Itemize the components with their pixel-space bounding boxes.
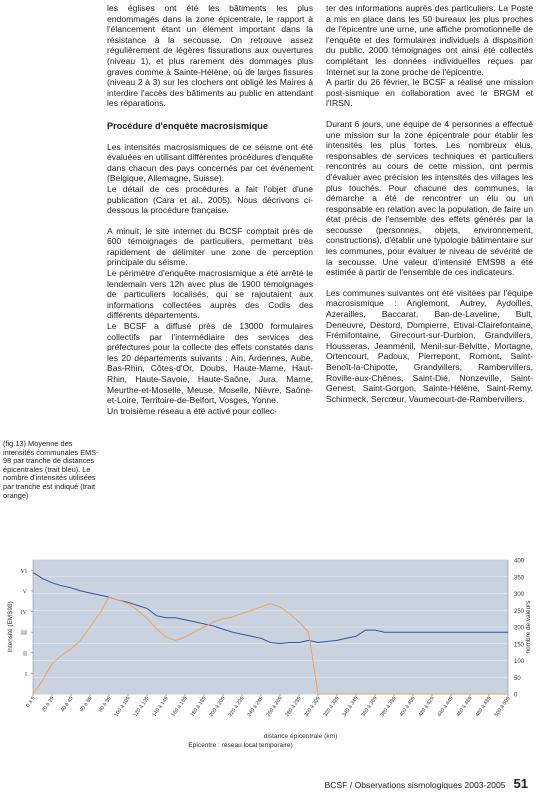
x-tick-label: 280 à 289 (284, 695, 303, 719)
left-tick-label: I (25, 671, 27, 678)
x-tick-label: 80 à 89 (97, 695, 113, 714)
left-tick-label: VI (20, 568, 27, 575)
x-tick-label: 300 à 309 (303, 695, 322, 719)
page-number: 51 (513, 776, 528, 791)
right-tick-label: 0 (514, 692, 518, 699)
right-paragraph-3: Durant 6 jours, une équipe de 4 personnes a effectué une mission sur la zone épicentrale pour établir les intensités les plus fortes. Les nombreux élus, responsables de services techniques et particuliers rencontrés au cours de cette mission, ont permis d'évaluer avec précision les intensités des villages les plus touchés. Pour chacune des communes, la démarche a été de rencontrer un élu ou un responsable en relation avec la population, de faire un état précis de l'ensemble des effets générés par la secousse (personnes, objets, environnement, constructions), d'établir une typologie bâtimentaire sur les communes, pour évaluer le niveau de sévérité de la secousse. Une valeur d'intensité EMS98 a été estimée à partir de l'ensemble de ces indicateurs. (326, 118, 533, 278)
x-tick-label: 460 à 469 (455, 695, 474, 719)
left-paragraph-6: Le BCSF a diffusé près de 13000 formulaires collectifs par l'intermédiaire des services des préfectures pour la collecte des effets constatés dans les 20 départements suivants : Ain, Ardennes, Aube, Bas-Rhin, Côtes-d'Or, Doubs, Haute-Marne, Haut-Rhin, Haute-Savoie, Haute-Saône, Jura, Marne, Meurthe-et-Moselle, Meuse, Moselle, Nièvre, Saône-et-Loire, Territoire-de-Belfort, Vosges, Yonne. (107, 321, 313, 406)
right-tick-label: 250 (514, 608, 525, 615)
x-tick-label: 200 à 209 (208, 695, 227, 719)
left-paragraph-5: Le périmètre d'enquête macrosismique a été arrêté le lendemain vers 12h avec plus de 1900 témoignages de particuliers localisés, qui se rajoutaient aux informations collectées auprès des Codis des différents départements. (107, 268, 313, 321)
x-tick-label: 360 à 369 (360, 695, 379, 719)
x-tick-label: 240 à 249 (246, 695, 265, 719)
x-tick-label: 400 à 409 (398, 695, 417, 719)
x-tick-label: 140 à 149 (151, 695, 170, 719)
x-tick-label: 380 à 389 (379, 695, 398, 719)
right-column (326, 3, 533, 404)
left-tick-label: II (23, 651, 27, 658)
intensity-distance-chart (0, 552, 540, 752)
right-tick-label: 400 (514, 558, 525, 565)
x-tick-label: 40 à 49 (59, 695, 75, 714)
figure-caption: (fig.13) Moyenne des intensités communales EMS-98 par tranche de distances épicentrales (trait bleu). Le nombre d'intensités utilisées par tranche est indiqué (trait orange) (3, 439, 99, 500)
x-tick-label: 20 à 29 (40, 695, 56, 714)
x-tick-label: 420 à 429 (417, 695, 436, 719)
left-tick-label: IV (20, 610, 27, 617)
chart-subtitle: Epicentre : réseau local temporaire) (188, 742, 293, 749)
right-tick-label: 300 (514, 592, 525, 598)
x-tick-label: 60 à 69 (78, 695, 94, 714)
right-paragraph-2: A partir du 26 février, le BCSF a réalisé une mission post-sismique en collaboration avec le BRGM et l'IRSN. (326, 77, 533, 109)
left-tick-label: V (22, 589, 27, 596)
right-tick-label: 50 (514, 675, 521, 682)
right-axis-title: nombre de valeurs (525, 600, 532, 654)
right-tick-label: 150 (514, 642, 525, 649)
right-tick-label: 350 (514, 575, 525, 582)
x-tick-label: 440 à 449 (436, 695, 455, 719)
left-paragraph-1: les églises ont été les bâtiments les plus endommagés dans la zone épicentrale, le rapport à l'élancement étant un élément important dans la résistance à la secousse. On retrouve assez régulièrement de légères fissurations aux ouvertures (niveau 1), et plus rarement des dommages plus graves comme à Sainte-Hélène, où de larges fissures (niveau 2 à 3) sur les clochers ont obligé les Maires à interdire l'accès des bâtiments au public en attendant les réparations. (107, 3, 313, 109)
x-tick-label: 0 à 9 (25, 695, 37, 709)
left-column (107, 3, 313, 416)
right-tick-label: 100 (514, 659, 525, 665)
footer-text: BCSF / Observations sismologiques 2003-2005 (324, 780, 506, 790)
right-paragraph-1: ter des informations auprès des particuliers. La Poste a mis en place dans les 50 bureaux les plus proches de l'épicentre une urne, une affiche promotionnelle de l'enquête et des formulaires individuels à disposition du public. 2000 témoignages ont ainsi été collectés complétant les données individuelles reçues par Internet sur la zone proche de l'épicentre. (326, 3, 533, 77)
right-paragraph-4: Les communes suivantes ont été visitées par l'équipe macrosismique : Anglemont, Autrey, Aydoilles, Azerailles, Baccarat, Ban-de-Laveline, Bult, Deneuvre, Destord, Dompierre, Etival-Clairefontaine, Frémifontaine, Girecourt-sur-Durbion, Grandvillers, Housseras, Jeanménil, Menil-sur-Belvitte, Mortagne, Ortencourt, Padoux, Pierrepont, Romont, Saint-Benoît-la-Chipotte, Grandvillers, Rambervillers, Roville-aux-Chênes, Saint-Dié, Nonzeville, Saint-Genest, Saint-Gorgon, Sainte-Hélène, Saint-Remy, Schirmeck, Sercœur, Vaumecourt-de-Rambervillers. (326, 287, 533, 404)
x-tick-label: 120 à 129 (132, 695, 151, 719)
left-axis-title: Intensité (EMS98) (7, 601, 14, 653)
x-tick-label: 480 à 489 (474, 695, 493, 719)
x-tick-label: 100 à 109 (113, 695, 132, 719)
x-tick-label: 500 à 509 (493, 695, 512, 719)
left-paragraph-7: Un troisième réseau a été activé pour collec- (107, 405, 278, 416)
x-tick-label: 220 à 229 (227, 695, 246, 719)
section-heading: Procédure d'enquête macrosismique (107, 120, 268, 131)
page-footer (324, 776, 528, 791)
left-paragraph-3: Le détail de ces procédures a fait l'objet d'une publication (Cara et al., 2005). Nous décrivons ci-dessous la procédure française. (107, 183, 313, 216)
right-tick-label: 200 (514, 625, 525, 632)
left-paragraph-4: A minuit, le site internet du BCSF comptait près de 600 témoignages de particuliers, permettant très rapidement de délimiter une zone de perception principale du séisme. (107, 225, 313, 268)
x-tick-label: 160 à 169 (170, 695, 189, 719)
x-tick-label: 320 à 329 (322, 695, 341, 719)
x-tick-label: 260 à 269 (265, 695, 284, 719)
left-paragraph-2: Les intensités macrosismiques de ce séisme ont été évaluées en utilisant différentes procédures d'enquête dans chacun des pays concernés par cet événement (Belgique, Allemagne, Suisse). (107, 141, 313, 184)
x-tick-label: 180 à 189 (189, 695, 208, 719)
x-tick-label: 340 à 349 (341, 695, 360, 719)
x-axis-title: distance épicentrale (km) (263, 733, 338, 740)
left-tick-label: III (21, 630, 27, 637)
